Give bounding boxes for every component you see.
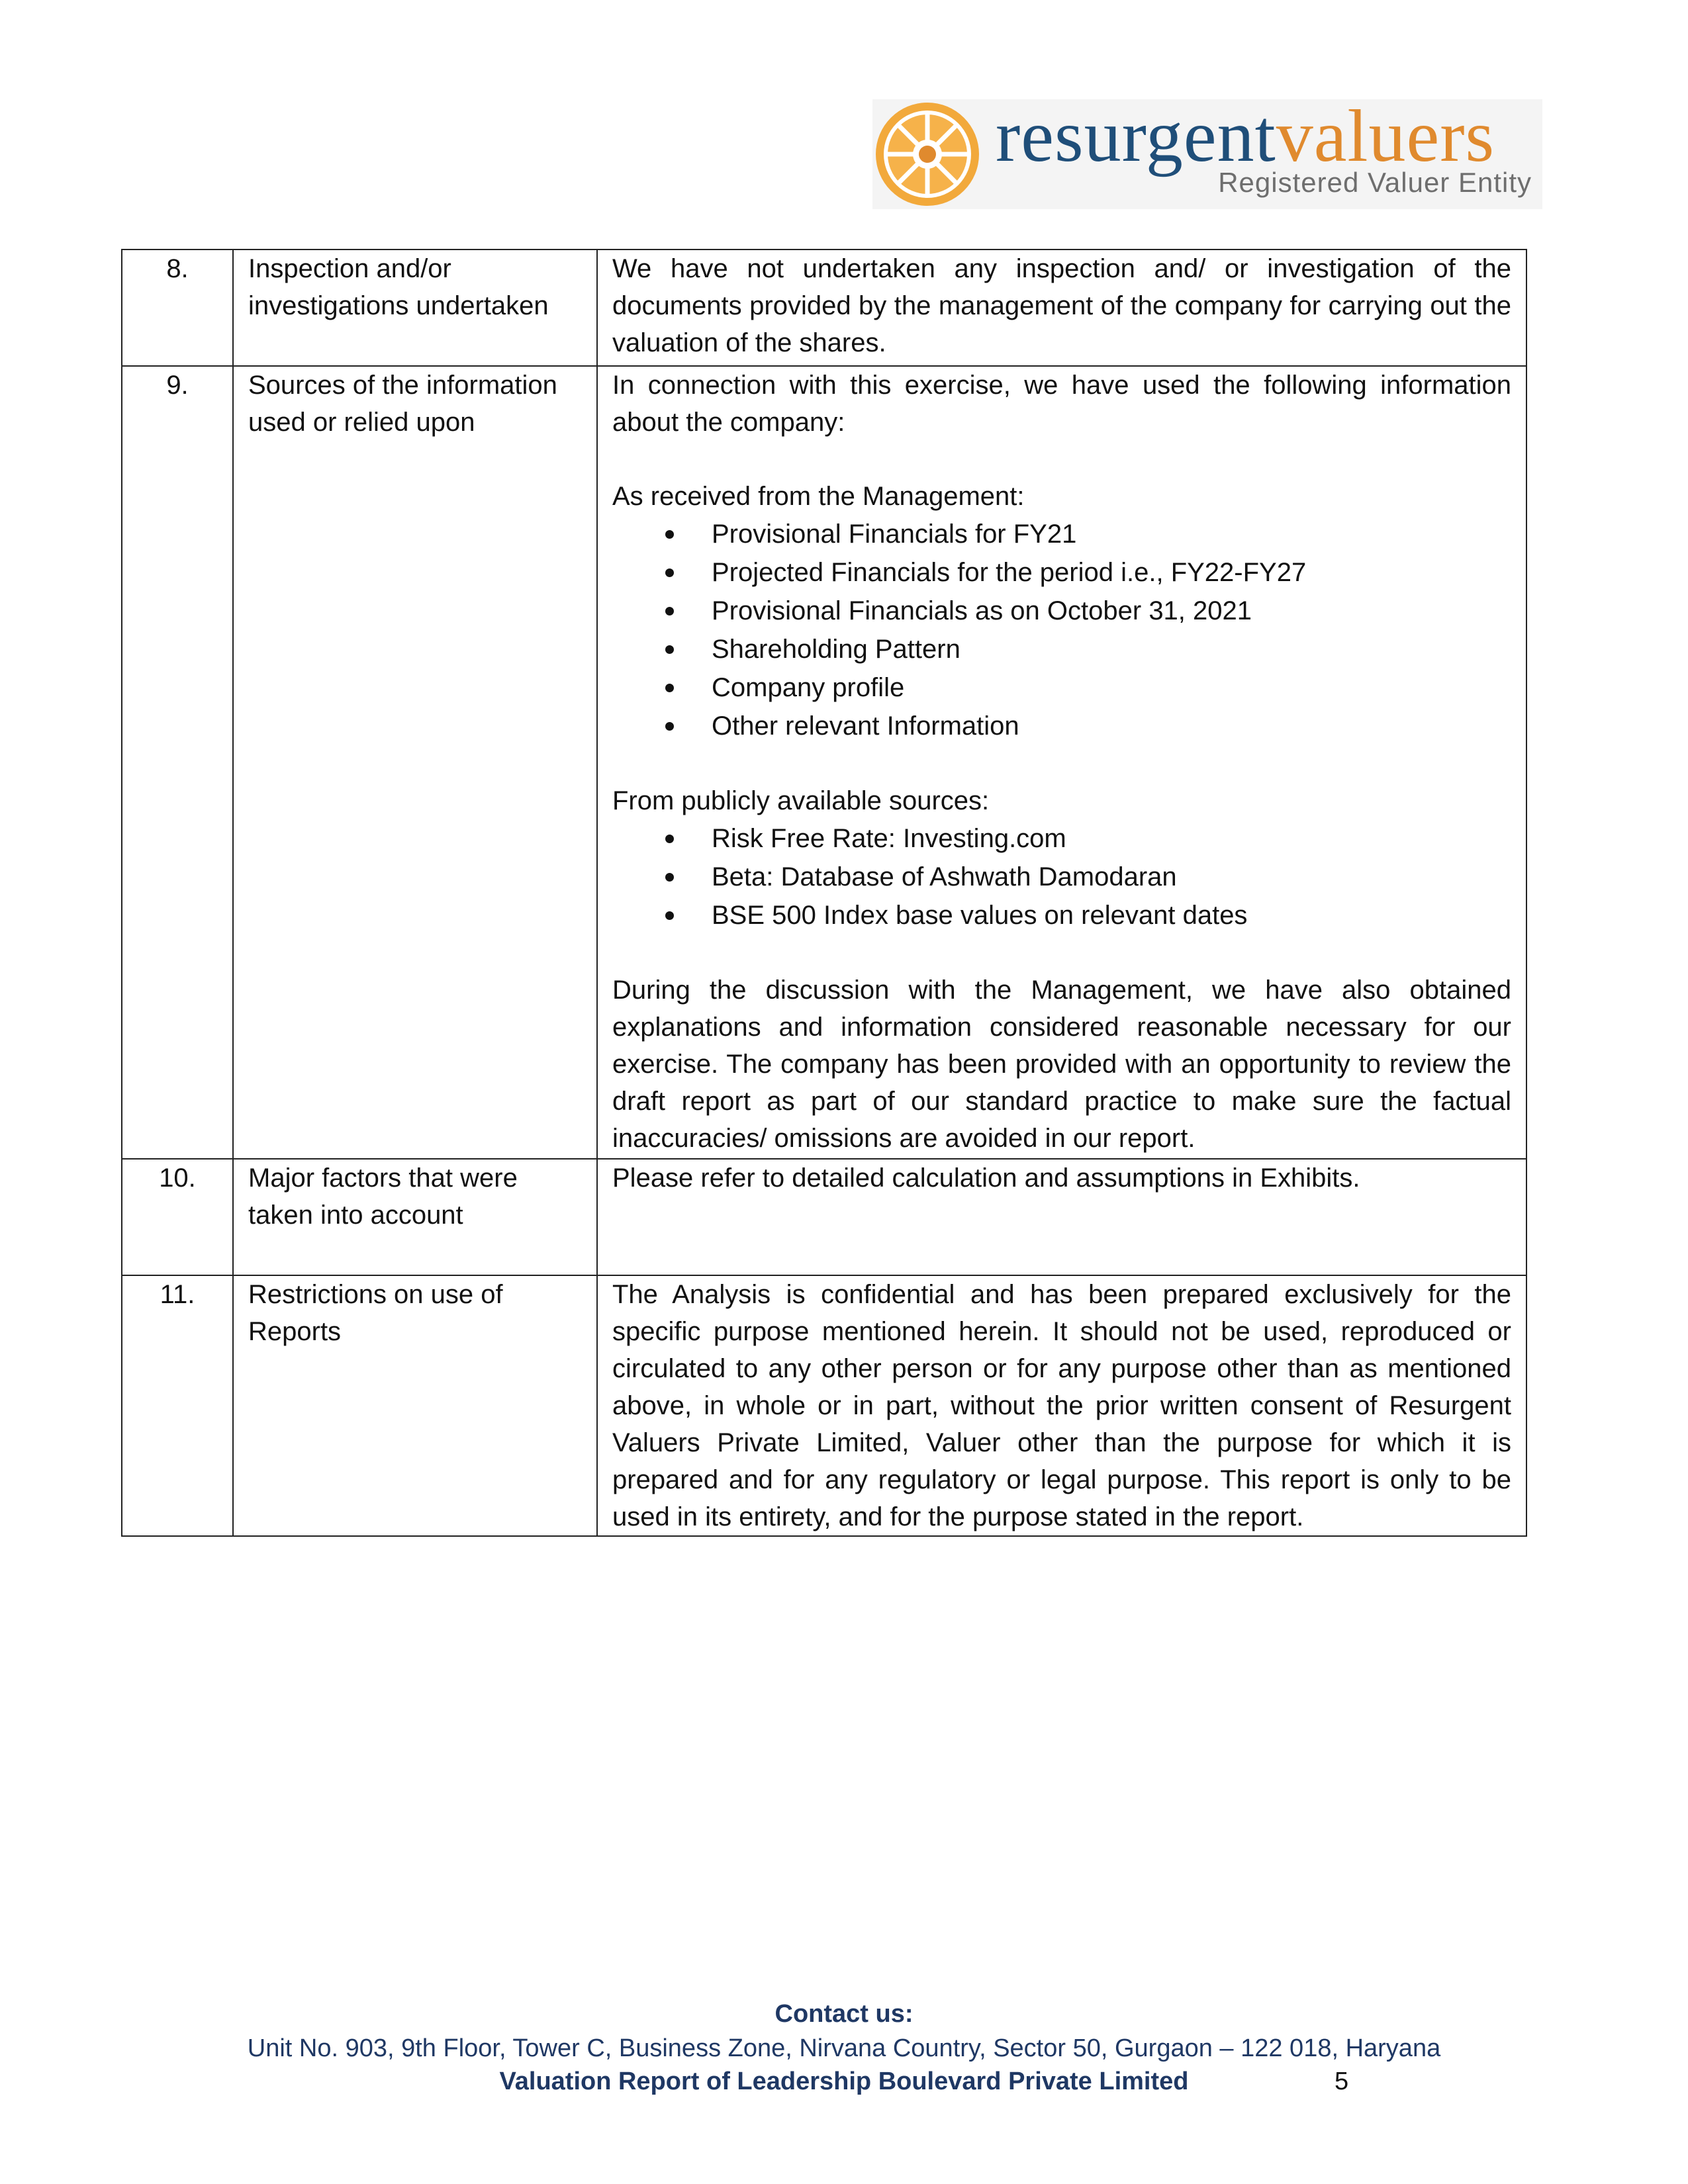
row-label: Restrictions on use of Reports: [233, 1275, 597, 1536]
footer-report-title: Valuation Report of Leadership Boulevard Private Limited: [499, 2068, 1189, 2095]
management-sources-list: [612, 515, 1511, 745]
logo-word-valuers: valuers: [1276, 95, 1495, 177]
logo-subtitle: Registered Valuer Entity: [1218, 167, 1532, 198]
table-row-8: [122, 250, 1526, 366]
footer-contact-label: Contact us:: [774, 2000, 914, 2028]
row-label: Major factors that were taken into account: [233, 1159, 597, 1275]
list-item: BSE 500 Index base values on relevant dates: [612, 896, 1511, 934]
row-label: Sources of the information used or relied upon: [233, 366, 597, 1159]
public-sources-heading: From publicly available sources:: [612, 786, 990, 815]
table-row-9: [122, 366, 1526, 1159]
list-item: Other relevant Information: [612, 707, 1511, 745]
management-sources-heading: As received from the Management:: [612, 482, 1025, 511]
row-label: Inspection and/or investigations undertaken: [233, 250, 597, 366]
list-item: Company profile: [612, 668, 1511, 707]
list-item: Shareholding Pattern: [612, 630, 1511, 668]
row-description: We have not undertaken any inspection and/ or investigation of the documents provided by the management of the company for carrying out the valuation of the shares.: [597, 250, 1526, 366]
information-table: [121, 249, 1527, 1537]
row-number: 10.: [122, 1159, 233, 1275]
list-item: Risk Free Rate: Investing.com: [612, 819, 1511, 858]
company-logo: [872, 95, 1542, 209]
table-row-10: [122, 1159, 1526, 1275]
sources-intro: In connection with this exercise, we have used the following information about the company:: [612, 371, 1511, 437]
footer-address: Unit No. 903, 9th Floor, Tower C, Business Zone, Nirvana Country, Sector 50, Gurgaon – 122 018, Haryana: [247, 2034, 1441, 2062]
row-number: 8.: [122, 250, 233, 366]
row-description: [597, 366, 1526, 1159]
row-description: The Analysis is confidential and has been prepared exclusively for the specific purpose mentioned herein. It should not be used, reproduced or circulated to any other person or for any purpose other than as mentioned above, in whole or in part, without the prior written consent of Resurgent Valuers Private Limited, Valuer other than the purpose for which it is prepared and for any regulatory or legal purpose. This report is only to be used in its entirety, and for the purpose stated in the report.: [597, 1275, 1526, 1536]
table-row-11: [122, 1275, 1526, 1536]
row-number: 9.: [122, 366, 233, 1159]
list-item: Projected Financials for the period i.e., FY22-FY27: [612, 553, 1511, 592]
list-item: Provisional Financials for FY21: [612, 515, 1511, 553]
public-sources-list: [612, 819, 1511, 934]
row-description: Please refer to detailed calculation and assumptions in Exhibits.: [597, 1159, 1526, 1275]
sources-closing: During the discussion with the Management, we have also obtained explanations and information considered reasonable necessary for our exercise. The company has been provided with an opportunity to review the draft report as part of our standard practice to make sure the factual inaccuracies/ omissions are avoided in our report.: [612, 976, 1511, 1153]
row-number: 11.: [122, 1275, 233, 1536]
page-number: 5: [1335, 2068, 1349, 2095]
list-item: Beta: Database of Ashwath Damodaran: [612, 858, 1511, 896]
list-item: Provisional Financials as on October 31, 2021: [612, 592, 1511, 630]
logo-word-resurgent: resurgent: [996, 95, 1276, 177]
orange-wheel-logo-icon: [872, 99, 982, 209]
logo-wordmark: [996, 95, 1495, 177]
